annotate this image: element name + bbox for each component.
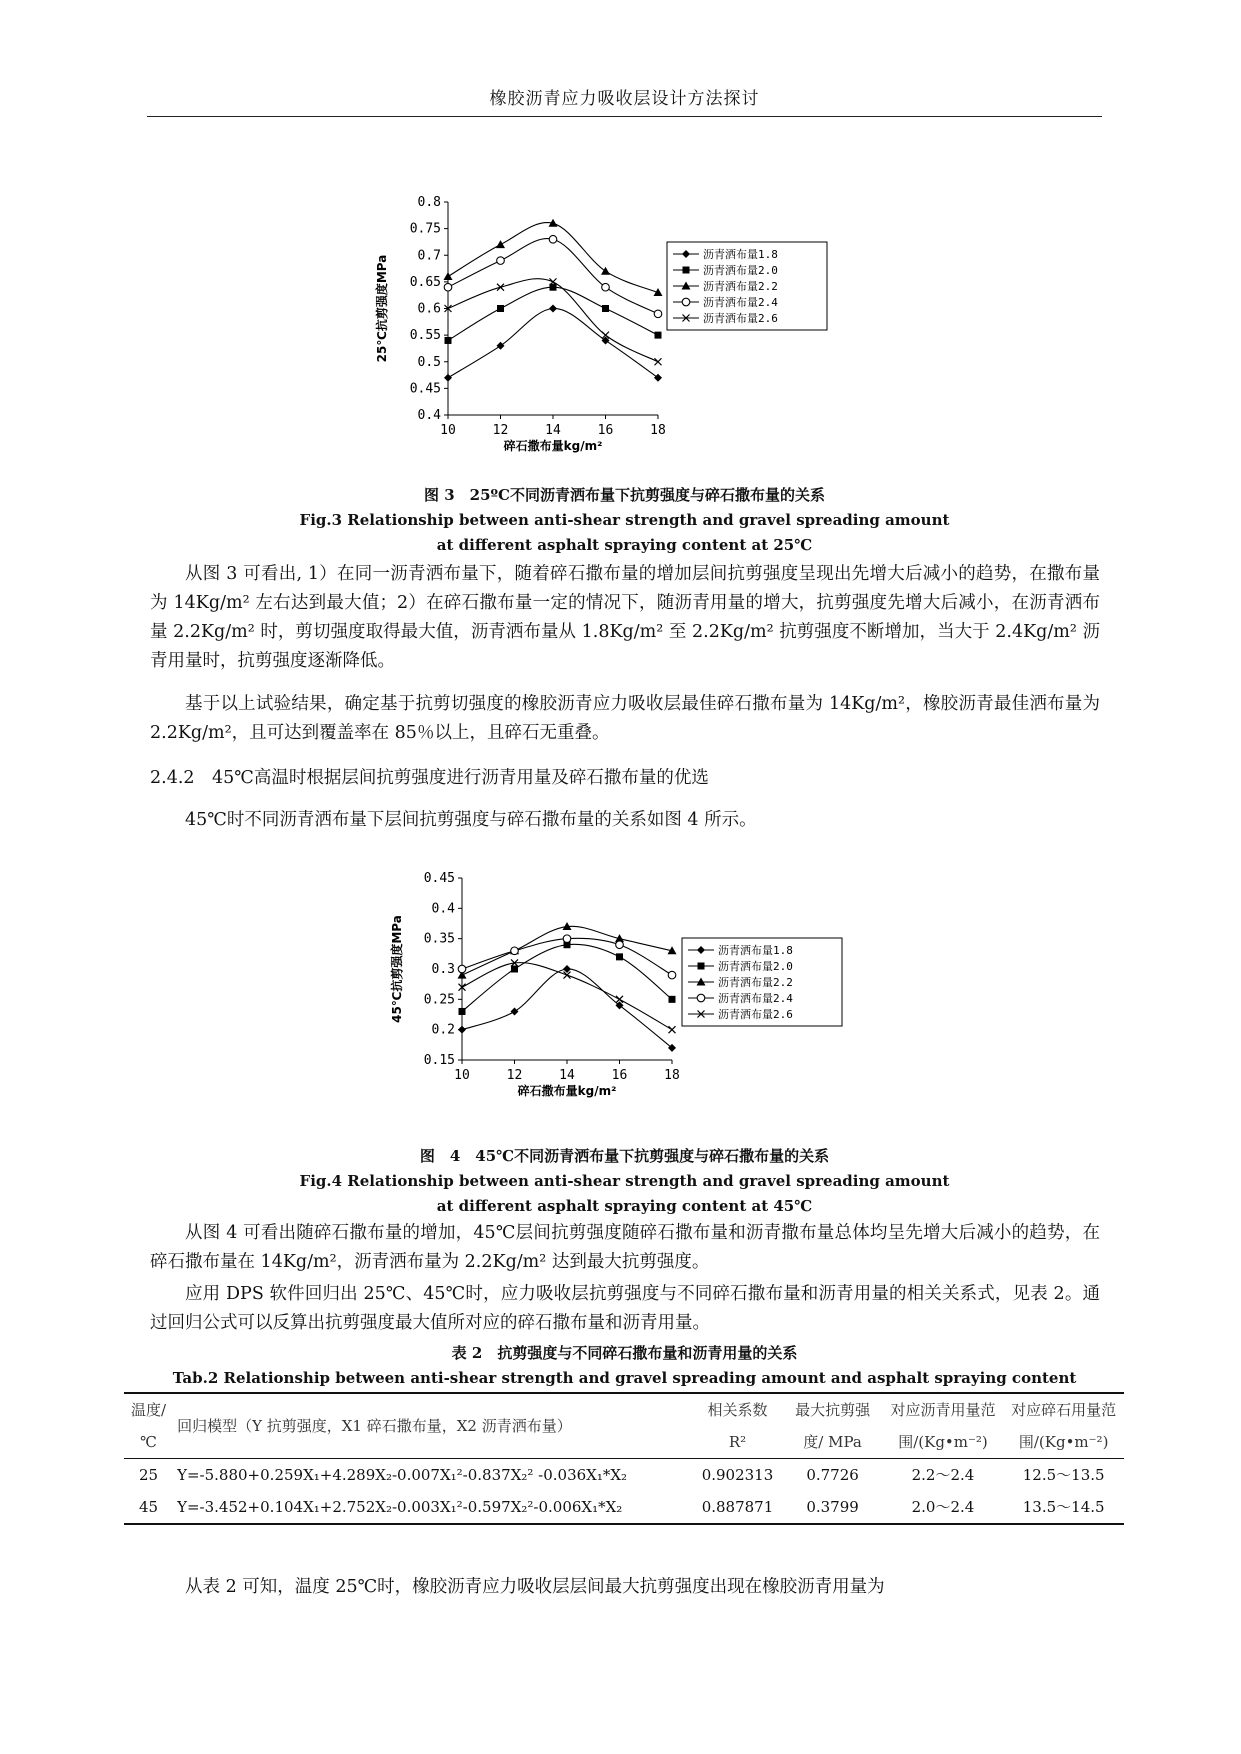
section-heading-2-4-2: 2.4.2 45℃高温时根据层间抗剪强度进行沥青用量及碎石撒布量的优选	[150, 768, 709, 788]
cell-r2: 0.902313	[701, 1466, 774, 1484]
series-line	[462, 944, 672, 1011]
legend-label: 沥青洒布量2.4	[718, 992, 793, 1005]
data-point	[654, 288, 663, 296]
data-point	[445, 337, 452, 344]
x-tick-label: 10	[454, 1068, 470, 1083]
x-axis-label: 碎石撒布量kg/m²	[517, 1084, 617, 1098]
cell-max: 0.7726	[806, 1466, 859, 1484]
legend-label: 沥青洒布量1.8	[718, 944, 793, 957]
y-tick-label: 0.2	[431, 1022, 455, 1038]
cell-gravel: 13.5～14.5	[1022, 1498, 1105, 1516]
data-point	[497, 342, 505, 350]
cell-gravel: 12.5～13.5	[1022, 1466, 1105, 1484]
y-tick-label: 0.15	[423, 1053, 455, 1068]
table2-caption-en: Tab.2 Relationship between anti-shear strength and gravel spreading amount and asphalt spraying content	[172, 1369, 1077, 1387]
series-line	[462, 969, 672, 1048]
fig4-caption-cn: 图 4 45℃不同沥青洒布量下抗剪强度与碎石撒布量的关系	[419, 1147, 830, 1165]
cell-max: 0.3799	[806, 1498, 859, 1516]
paragraph-5: 应用 DPS 软件回归出 25℃、45℃时，应力吸收层抗剪强度与不同碎石撒布量和沥青用量的相关关系式，见表 2。通过回归公式可以反算出抗剪强度最大值所对应的碎石撒布量和沥青用量。	[150, 1284, 1100, 1333]
x-tick-label: 14	[545, 423, 561, 438]
data-point	[601, 267, 610, 275]
table2-caption-cn: 表 2 抗剪强度与不同碎石撒布量和沥青用量的关系	[451, 1344, 798, 1362]
legend-label: 沥青洒布量2.0	[703, 264, 778, 277]
legend-marker	[682, 298, 690, 306]
data-point	[655, 358, 662, 365]
cell-model: Y=-3.452+0.104X₁+2.752X₂-0.003X₁²-0.597X₂²-0.006X₁*X₂	[177, 1498, 623, 1516]
cell-temp: 45	[138, 1498, 159, 1516]
regression-table	[124, 1392, 1124, 1525]
data-point	[549, 235, 557, 243]
y-axis-label: 25℃抗剪强度MPa	[375, 254, 389, 363]
x-tick-label: 12	[506, 1068, 523, 1083]
data-point	[668, 971, 676, 979]
x-tick-label: 12	[492, 423, 509, 438]
fig4-caption-en2: at different asphalt spraying content at 45℃	[436, 1197, 813, 1215]
legend-label: 沥青洒布量2.6	[703, 312, 778, 325]
data-point	[655, 332, 662, 339]
y-tick-label: 0.7	[417, 248, 441, 264]
fig4-caption-en1: Fig.4 Relationship between anti-shear strength and gravel spreading amount	[299, 1172, 950, 1190]
fig3-chart	[370, 190, 870, 480]
data-point	[549, 305, 557, 313]
running-header: 橡胶沥青应力吸收层设计方法探讨	[489, 89, 760, 109]
legend-marker	[683, 267, 690, 274]
legend-label: 沥青洒布量2.2	[703, 280, 778, 293]
data-point	[458, 1026, 466, 1034]
legend-label: 沥青洒布量2.6	[718, 1008, 793, 1021]
y-axis-label: 45℃抗剪强度MPa	[390, 915, 404, 1023]
data-point	[616, 941, 624, 949]
legend-marker	[698, 963, 705, 970]
cell-asphalt: 2.0～2.4	[911, 1498, 975, 1516]
y-tick-label: 0.45	[409, 381, 441, 397]
table-row	[124, 1459, 1124, 1492]
data-point	[511, 947, 519, 955]
x-tick-label: 18	[650, 423, 666, 438]
legend-label: 沥青洒布量2.2	[718, 976, 793, 989]
y-tick-label: 0.4	[431, 901, 455, 917]
data-point	[444, 272, 453, 280]
col-model: 回归模型（Y 抗剪强度，X1 碎石撒布量，X2 沥青洒布量）	[177, 1417, 572, 1435]
data-point	[654, 310, 662, 318]
legend-marker	[697, 994, 705, 1002]
cell-model: Y=-5.880+0.259X₁+4.289X₂-0.007X₁²-0.837X₂² -0.036X₁*X₂	[177, 1466, 628, 1484]
data-point	[511, 1007, 519, 1015]
x-axis-label: 碎石撒布量kg/m²	[503, 439, 603, 453]
col-gravel-range: 对应碎石用量范围/(Kg•m⁻²)	[1011, 1401, 1117, 1451]
col-r2: 相关系数 R²	[707, 1401, 768, 1451]
data-point	[654, 374, 662, 382]
y-tick-label: 0.45	[423, 871, 455, 886]
fig3-caption-cn: 图 3 25ºC不同沥青洒布量下抗剪强度与碎石撒布量的关系	[424, 486, 825, 504]
x-tick-label: 14	[559, 1068, 575, 1083]
data-point	[511, 966, 518, 973]
x-tick-label: 16	[597, 423, 614, 438]
table-header-row	[124, 1393, 1124, 1459]
data-point	[669, 996, 676, 1003]
y-tick-label: 0.65	[409, 274, 441, 290]
legend-label: 沥青洒布量1.8	[703, 248, 778, 261]
data-point	[497, 305, 504, 312]
header-rule	[147, 116, 1102, 117]
y-tick-label: 0.35	[423, 931, 455, 947]
data-point	[602, 305, 609, 312]
cell-asphalt: 2.2～2.4	[911, 1466, 975, 1484]
data-point	[444, 374, 452, 382]
y-tick-label: 0.25	[423, 992, 455, 1008]
col-temperature: 温度/℃	[131, 1401, 167, 1451]
data-point	[563, 935, 571, 943]
data-point	[616, 953, 623, 960]
table-row	[124, 1491, 1124, 1524]
x-tick-label: 18	[664, 1068, 680, 1083]
paragraph-1: 从图 3 可看出, 1）在同一沥青洒布量下，随着碎石撒布量的增加层间抗剪强度呈现出先增大后减小的趋势，在撒布量为 14Kg/m² 左右达到最大值；2）在碎石撒布量一定的情况下，随沥青用量的增大，抗剪强度先增大后减小，在沥青洒布量 2.2Kg/m² 时，剪切强度取得最大值，沥青洒布量从 1.8Kg/m² 至 2.2Kg/m² 抗剪强度不断增加，当大于 2.4Kg/m² 沥青用量时，抗剪强度逐渐降低。	[150, 564, 1100, 671]
y-tick-label: 0.55	[409, 328, 441, 344]
data-point	[602, 283, 610, 291]
fig3-caption-en1: Fig.3 Relationship between anti-shear strength and gravel spreading amount	[299, 511, 950, 529]
data-point	[459, 1008, 466, 1015]
y-tick-label: 0.75	[409, 221, 441, 237]
y-tick-label: 0.8	[417, 195, 441, 210]
legend-label: 沥青洒布量2.4	[703, 296, 778, 309]
fig4-chart	[385, 868, 885, 1120]
col-max-strength: 最大抗剪强度/ MPa	[795, 1401, 871, 1451]
cell-r2: 0.887871	[701, 1498, 774, 1516]
y-tick-label: 0.5	[417, 354, 441, 370]
data-point	[444, 283, 452, 291]
y-tick-label: 0.3	[431, 962, 455, 977]
data-point	[669, 1026, 676, 1033]
paragraph-3: 45℃时不同沥青洒布量下层间抗剪强度与碎石撒布量的关系如图 4 所示。	[185, 810, 757, 830]
paragraph-4: 从图 4 可看出随碎石撒布量的增加，45℃层间抗剪强度随碎石撒布量和沥青撒布量总体均呈先增大后减小的趋势，在碎石撒布量在 14Kg/m²，沥青洒布量为 2.2Kg/m² 达到最大抗剪强度。	[150, 1223, 1100, 1272]
x-tick-label: 16	[611, 1068, 628, 1083]
data-point	[458, 965, 466, 973]
fig3-caption-en2: at different asphalt spraying content at 25℃	[436, 536, 813, 554]
paragraph-6: 从表 2 可知，温度 25℃时，橡胶沥青应力吸收层层间最大抗剪强度出现在橡胶沥青用量为	[185, 1577, 885, 1597]
data-point	[496, 240, 505, 248]
series-line	[448, 239, 658, 314]
data-point	[497, 284, 504, 291]
data-point	[497, 257, 505, 265]
y-tick-label: 0.6	[417, 301, 441, 317]
y-tick-label: 0.4	[417, 408, 441, 423]
x-tick-label: 10	[440, 423, 456, 438]
paragraph-2: 基于以上试验结果，确定基于抗剪切强度的橡胶沥青应力吸收层最佳碎石撒布量为 14Kg/m²，橡胶沥青最佳洒布量为 2.2Kg/m²，且可达到覆盖率在 85％以上，且碎石无重叠。	[150, 694, 1100, 743]
legend-label: 沥青洒布量2.0	[718, 960, 793, 973]
col-asphalt-range: 对应沥青用量范围/(Kg•m⁻²)	[890, 1401, 996, 1451]
cell-temp: 25	[138, 1466, 159, 1484]
